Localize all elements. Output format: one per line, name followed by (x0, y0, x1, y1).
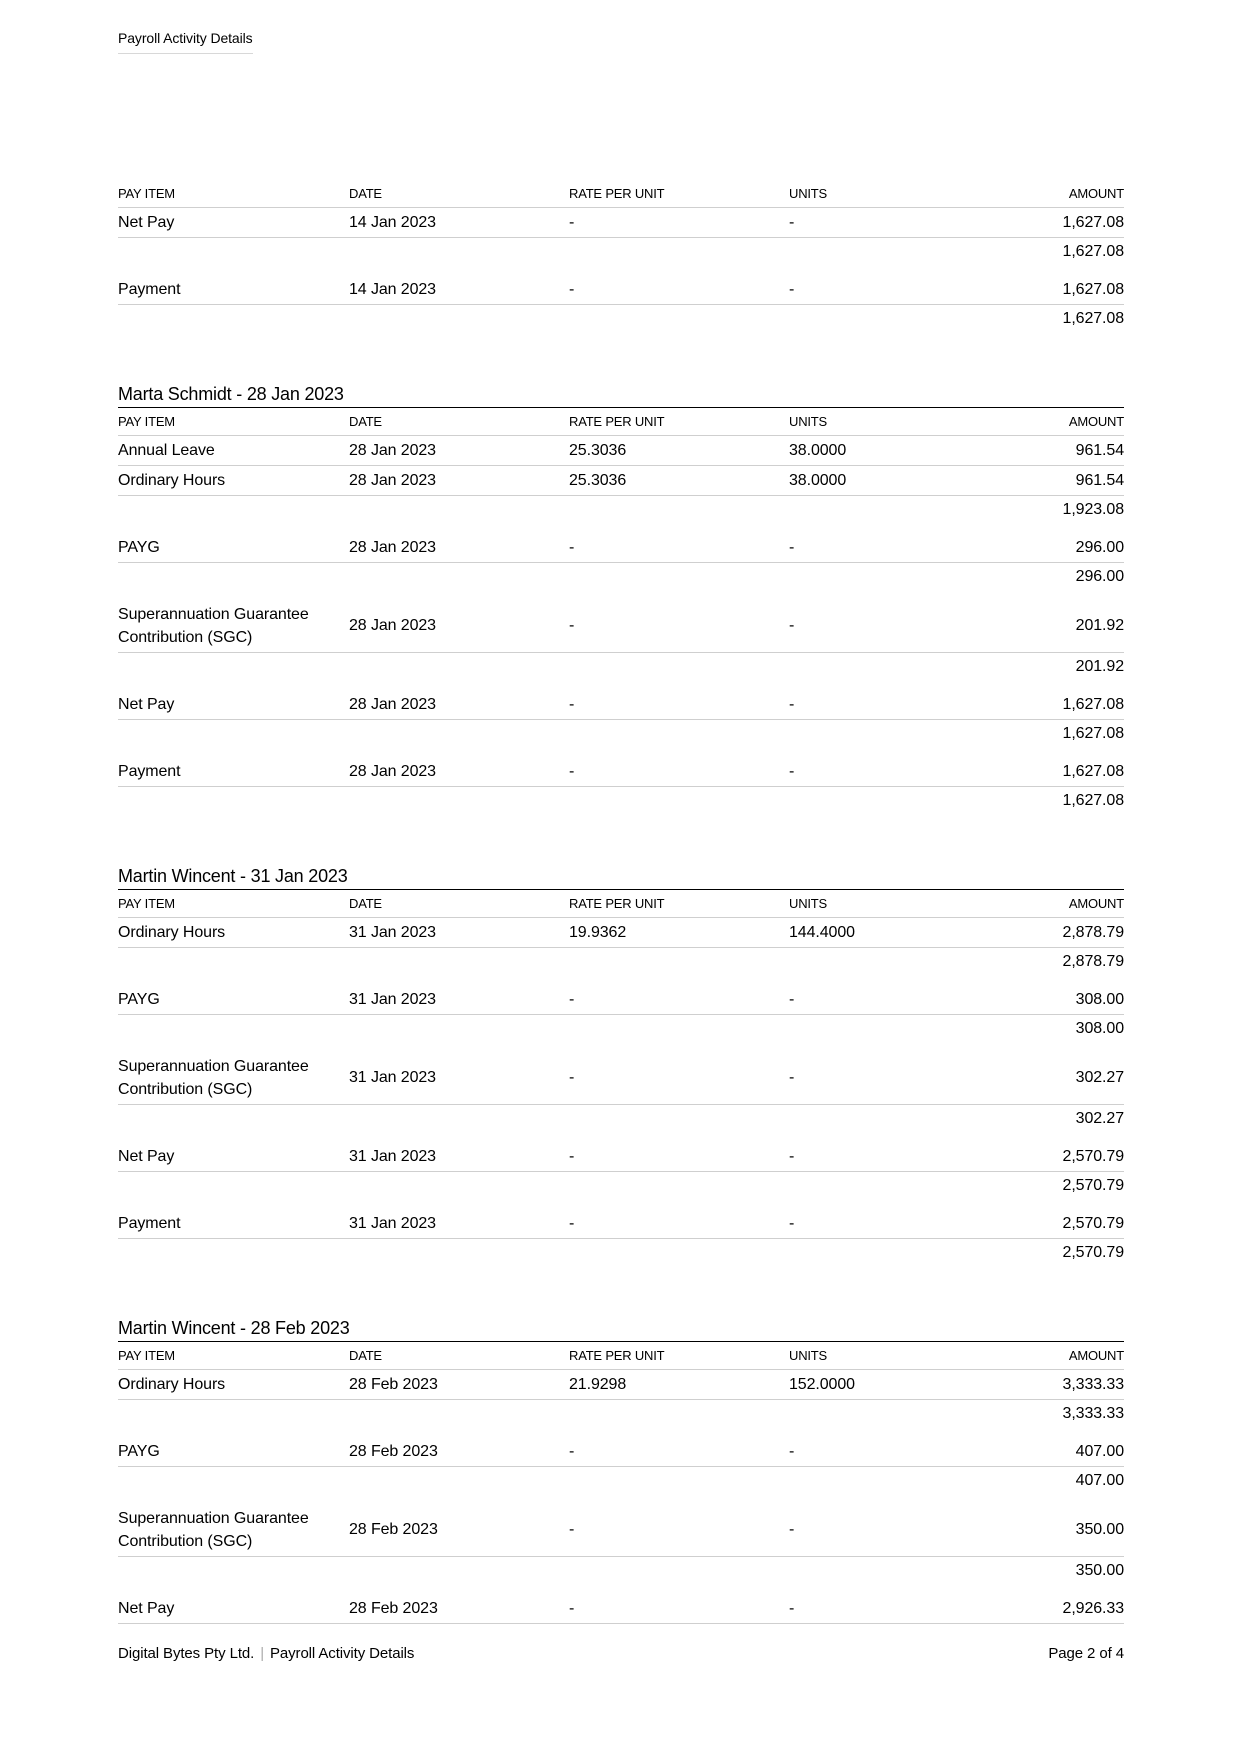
payroll-section (118, 384, 1124, 814)
column-header-date: DATE (349, 896, 382, 911)
pay-item-name: PAYG (118, 539, 160, 556)
column-header-pay-item: PAY ITEM (118, 896, 175, 911)
table-row (118, 600, 1124, 653)
pay-item-date: 28 Feb 2023 (349, 1521, 438, 1538)
pay-item-units: - (789, 213, 795, 231)
pay-item-amount: 961.54 (1075, 441, 1124, 459)
subtotal-amount: 302.27 (1075, 1109, 1124, 1127)
pay-item-units: - (789, 990, 795, 1008)
pay-item-rate: 25.3036 (569, 471, 627, 489)
pay-item-rate: 25.3036 (569, 441, 627, 459)
subtotal-amount: 2,570.79 (1062, 1243, 1124, 1261)
subtotal-row (118, 787, 1124, 814)
pay-item-date: 31 Jan 2023 (349, 1147, 436, 1165)
column-header-units: UNITS (789, 896, 828, 911)
subtotal-row (118, 238, 1124, 265)
pay-item-name: Ordinary Hours (118, 924, 226, 941)
pay-item-amount: 1,627.08 (1062, 280, 1124, 298)
subtotal-amount: 2,878.79 (1062, 952, 1124, 970)
column-header-rate: RATE PER UNIT (569, 414, 665, 429)
column-header-date: DATE (349, 414, 382, 429)
column-header-date: DATE (349, 186, 382, 201)
pay-item-rate: 19.9362 (569, 923, 627, 941)
table-row (118, 1142, 1124, 1172)
subtotal-amount: 1,627.08 (1062, 242, 1124, 260)
subtotal-amount: 296.00 (1075, 567, 1124, 585)
pay-item-group (118, 208, 1124, 265)
pay-item-rate: 21.9298 (569, 1375, 627, 1393)
subtotal-amount: 308.00 (1075, 1019, 1124, 1037)
pay-item-date: 14 Jan 2023 (349, 213, 436, 231)
pay-item-amount: 308.00 (1075, 990, 1124, 1008)
column-header-pay-item: PAY ITEM (118, 186, 175, 201)
pay-item-group (118, 1052, 1124, 1132)
payroll-section (118, 866, 1124, 1266)
pay-item-units: 38.0000 (789, 471, 847, 489)
pay-item-rate: - (569, 1521, 575, 1538)
pay-item-date: 14 Jan 2023 (349, 280, 436, 298)
pay-item-group (118, 1370, 1124, 1427)
table-row (118, 275, 1124, 305)
table-row (118, 1052, 1124, 1105)
subtotal-row (118, 1105, 1124, 1132)
pay-item-rate: - (569, 1069, 575, 1086)
pay-item-group (118, 918, 1124, 975)
pay-item-name: Net Pay (118, 1600, 175, 1617)
pay-item-units: - (789, 1069, 795, 1086)
pay-item-group (118, 1142, 1124, 1199)
pay-item-units: - (789, 617, 795, 634)
pay-item-group (118, 436, 1124, 523)
pay-item-name: Superannuation Guarantee Contribution (SGC) (118, 1058, 309, 1098)
pay-item-date: 28 Jan 2023 (349, 695, 436, 713)
footer-company: Digital Bytes Pty Ltd. (118, 1645, 255, 1662)
pay-item-amount: 350.00 (1075, 1521, 1124, 1538)
pay-item-amount: 407.00 (1075, 1442, 1124, 1460)
pay-item-group (118, 757, 1124, 814)
table-row (118, 208, 1124, 238)
pay-item-amount: 2,570.79 (1062, 1214, 1124, 1232)
column-header-amount: AMOUNT (1068, 186, 1124, 201)
pay-item-date: 28 Jan 2023 (349, 441, 436, 459)
pay-item-rate: - (569, 617, 575, 634)
table-row (118, 533, 1124, 563)
pay-item-date: 28 Feb 2023 (349, 1599, 438, 1617)
pay-item-name: Ordinary Hours (118, 472, 226, 489)
table-row (118, 985, 1124, 1015)
pay-item-group (118, 1504, 1124, 1584)
pay-item-name: Annual Leave (118, 442, 215, 459)
pay-item-amount: 1,627.08 (1062, 695, 1124, 713)
pay-item-units: - (789, 695, 795, 713)
table-row (118, 1594, 1124, 1624)
column-header-units: UNITS (789, 414, 828, 429)
pay-item-name: Ordinary Hours (118, 1376, 226, 1393)
pay-item-group (118, 1437, 1124, 1494)
table-header-row (118, 890, 1124, 918)
pay-item-group (118, 1209, 1124, 1266)
pay-item-rate: - (569, 1214, 575, 1232)
pay-item-units: - (789, 538, 795, 556)
payroll-section (118, 1318, 1124, 1624)
pay-item-rate: - (569, 280, 575, 298)
pay-item-group (118, 275, 1124, 332)
subtotal-row (118, 1239, 1124, 1266)
pay-item-rate: - (569, 1442, 575, 1460)
pay-item-units: - (789, 280, 795, 298)
pay-item-units: - (789, 1214, 795, 1232)
pay-item-amount: 2,926.33 (1062, 1599, 1124, 1617)
subtotal-amount: 1,627.08 (1062, 791, 1124, 809)
table-row (118, 918, 1124, 948)
table-row (118, 690, 1124, 720)
pay-item-name: PAYG (118, 991, 160, 1008)
pay-item-group (118, 690, 1124, 747)
pay-item-rate: - (569, 213, 575, 231)
pay-item-amount: 296.00 (1075, 538, 1124, 556)
pay-item-rate: - (569, 695, 575, 713)
pay-item-amount: 2,570.79 (1062, 1147, 1124, 1165)
pay-item-units: - (789, 1442, 795, 1460)
footer-separator: | (260, 1645, 264, 1662)
pay-item-date: 31 Jan 2023 (349, 923, 436, 941)
pay-item-amount: 961.54 (1075, 471, 1124, 489)
pay-item-date: 31 Jan 2023 (349, 990, 436, 1008)
table-row (118, 1504, 1124, 1557)
payroll-content (118, 180, 1124, 1676)
pay-item-date: 31 Jan 2023 (349, 1069, 436, 1086)
subtotal-amount: 201.92 (1075, 657, 1124, 675)
pay-item-name: Payment (118, 281, 181, 298)
subtotal-amount: 1,923.08 (1062, 500, 1124, 518)
pay-item-date: 28 Jan 2023 (349, 538, 436, 556)
table-row (118, 757, 1124, 787)
pay-item-rate: - (569, 538, 575, 556)
table-row (118, 1370, 1124, 1400)
pay-item-units: - (789, 762, 795, 780)
column-header-rate: RATE PER UNIT (569, 896, 665, 911)
pay-item-group (118, 1594, 1124, 1624)
subtotal-row (118, 1557, 1124, 1584)
subtotal-amount: 1,627.08 (1062, 724, 1124, 742)
footer-report-name: Payroll Activity Details (270, 1645, 415, 1662)
subtotal-row (118, 496, 1124, 523)
subtotal-row (118, 948, 1124, 975)
table-header-row (118, 1342, 1124, 1370)
pay-item-units: - (789, 1147, 795, 1165)
column-header-pay-item: PAY ITEM (118, 414, 175, 429)
subtotal-amount: 407.00 (1075, 1471, 1124, 1489)
column-header-pay-item: PAY ITEM (118, 1348, 175, 1363)
payroll-section (118, 180, 1124, 332)
pay-item-units: - (789, 1521, 795, 1538)
pay-item-date: 28 Jan 2023 (349, 762, 436, 780)
pay-item-amount: 3,333.33 (1062, 1375, 1124, 1393)
footer-left (118, 1645, 414, 1662)
pay-item-units: 38.0000 (789, 441, 847, 459)
subtotal-row (118, 1172, 1124, 1199)
pay-item-name: Superannuation Guarantee Contribution (SGC) (118, 606, 309, 646)
table-row (118, 466, 1124, 496)
column-header-rate: RATE PER UNIT (569, 186, 665, 201)
pay-item-rate: - (569, 762, 575, 780)
subtotal-row (118, 1467, 1124, 1494)
pay-item-units: 144.4000 (789, 923, 855, 941)
pay-item-units: 152.0000 (789, 1375, 855, 1393)
section-title: Martin Wincent - 28 Feb 2023 (118, 1318, 1124, 1342)
subtotal-row (118, 1015, 1124, 1042)
column-header-amount: AMOUNT (1068, 896, 1124, 911)
pay-item-name: Payment (118, 763, 181, 780)
pay-item-name: PAYG (118, 1443, 160, 1460)
pay-item-amount: 201.92 (1075, 617, 1124, 634)
subtotal-amount: 3,333.33 (1062, 1404, 1124, 1422)
pay-item-units: - (789, 1599, 795, 1617)
page-header-title: Payroll Activity Details (118, 30, 253, 54)
pay-item-rate: - (569, 1599, 575, 1617)
table-header-row (118, 180, 1124, 208)
pay-item-name: Net Pay (118, 696, 175, 713)
subtotal-row (118, 305, 1124, 332)
subtotal-row (118, 653, 1124, 680)
pay-item-group (118, 533, 1124, 590)
pay-item-amount: 302.27 (1075, 1069, 1124, 1086)
pay-item-date: 28 Jan 2023 (349, 617, 436, 634)
column-header-date: DATE (349, 1348, 382, 1363)
column-header-amount: AMOUNT (1068, 1348, 1124, 1363)
section-title: Marta Schmidt - 28 Jan 2023 (118, 384, 1124, 408)
pay-item-date: 28 Jan 2023 (349, 471, 436, 489)
subtotal-row (118, 1400, 1124, 1427)
section-title: Martin Wincent - 31 Jan 2023 (118, 866, 1124, 890)
pay-item-group (118, 600, 1124, 680)
table-row (118, 1209, 1124, 1239)
table-row (118, 1437, 1124, 1467)
pay-item-name: Superannuation Guarantee Contribution (SGC) (118, 1510, 309, 1550)
pay-item-amount: 2,878.79 (1062, 923, 1124, 941)
subtotal-amount: 1,627.08 (1062, 309, 1124, 327)
pay-item-name: Net Pay (118, 1148, 175, 1165)
pay-item-group (118, 985, 1124, 1042)
page-footer (118, 1645, 1124, 1662)
subtotal-row (118, 563, 1124, 590)
table-row (118, 436, 1124, 466)
subtotal-amount: 350.00 (1075, 1561, 1124, 1579)
footer-page-number: Page 2 of 4 (1048, 1645, 1124, 1662)
pay-item-date: 28 Feb 2023 (349, 1375, 438, 1393)
column-header-rate: RATE PER UNIT (569, 1348, 665, 1363)
pay-item-name: Net Pay (118, 214, 175, 231)
subtotal-row (118, 720, 1124, 747)
column-header-amount: AMOUNT (1068, 414, 1124, 429)
pay-item-amount: 1,627.08 (1062, 213, 1124, 231)
pay-item-rate: - (569, 1147, 575, 1165)
table-header-row (118, 408, 1124, 436)
pay-item-amount: 1,627.08 (1062, 762, 1124, 780)
pay-item-date: 28 Feb 2023 (349, 1442, 438, 1460)
pay-item-date: 31 Jan 2023 (349, 1214, 436, 1232)
column-header-units: UNITS (789, 1348, 828, 1363)
subtotal-amount: 2,570.79 (1062, 1176, 1124, 1194)
pay-item-name: Payment (118, 1215, 181, 1232)
column-header-units: UNITS (789, 186, 828, 201)
pay-item-rate: - (569, 990, 575, 1008)
